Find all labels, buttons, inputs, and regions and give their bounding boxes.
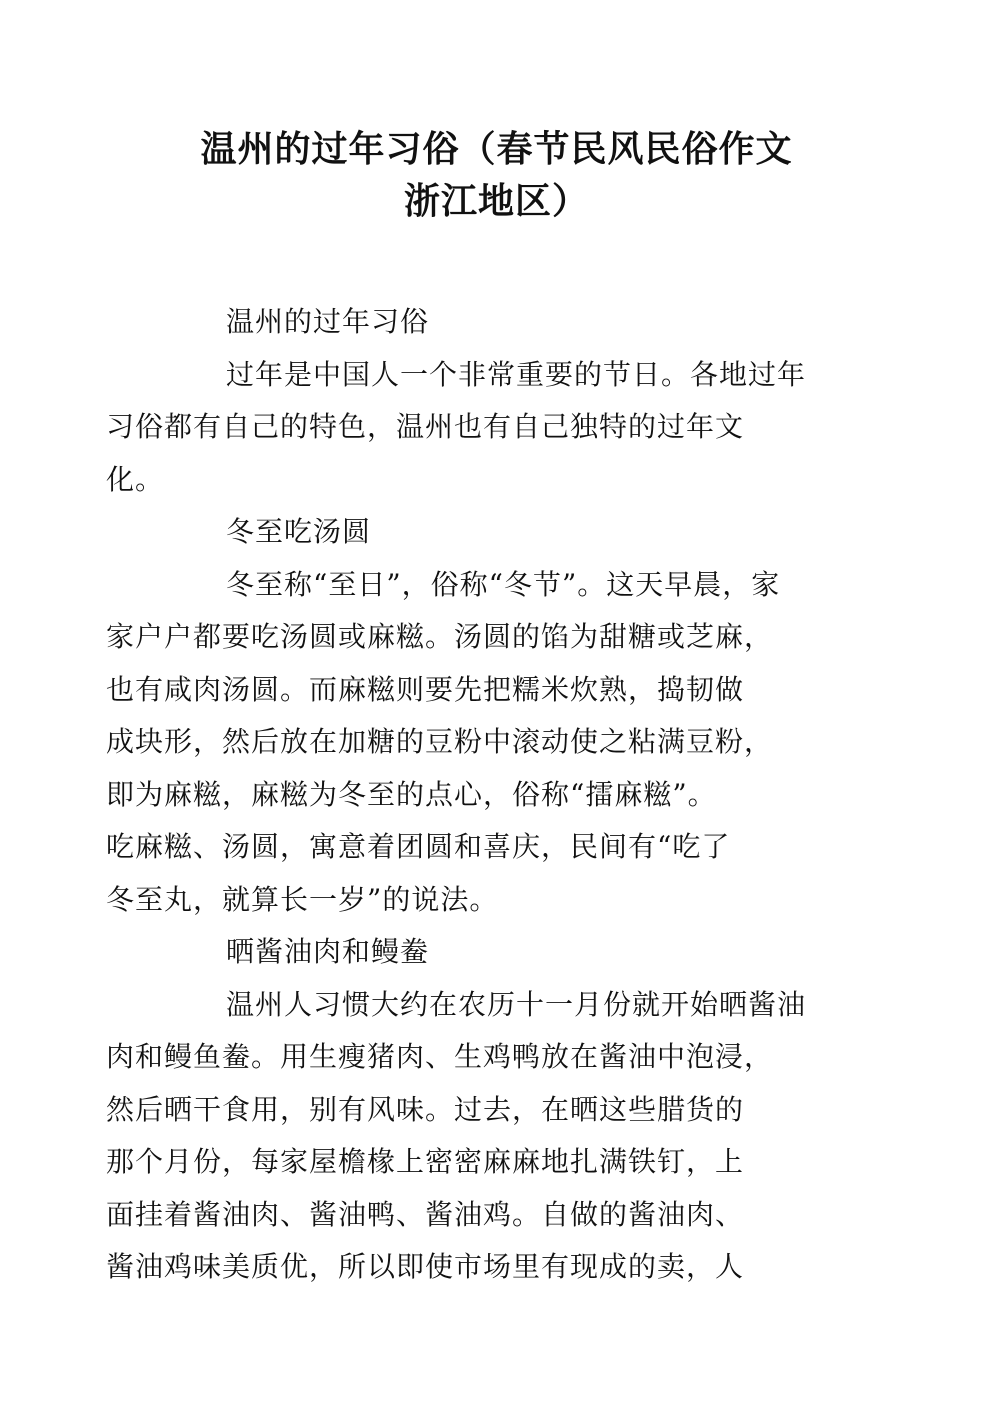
text-line: 也有咸肉汤圆。而麻糍则要先把糯米炊熟，捣韧做 <box>106 672 745 706</box>
text-line: 家户户都要吃汤圆或麻糍。汤圆的馅为甜糖或芝麻， <box>106 620 774 653</box>
text-line: 过年是中国人一个非常重要的节日。各地过年 <box>226 357 807 391</box>
document-body <box>106 296 830 1294</box>
text-line: 化。 <box>106 462 165 496</box>
section-heading <box>166 926 830 979</box>
text-line: 习俗都有自己的特色，温州也有自己独特的过年文 <box>106 410 745 443</box>
text-line: 即为麻糍，麻糍为冬至的点心，俗称“擂麻糍”。 <box>106 777 717 811</box>
paragraph <box>106 349 830 507</box>
text-line: 成块形，然后放在加糖的豆粉中滚动使之粘满豆粉， <box>106 725 774 758</box>
document-title-line-2: 浙江地区） <box>403 181 589 222</box>
text-line: 酱油鸡味美质优，所以即使市场里有现成的卖，人 <box>106 1250 745 1283</box>
text-line: 晒酱油肉和鳗鲞 <box>226 935 430 968</box>
text-line: 然后晒干食用，别有风味。过去，在晒这些腊货的 <box>106 1092 745 1126</box>
text-line: 冬至吃汤圆 <box>226 515 372 548</box>
text-line: 面挂着酱油肉、酱油鸭、酱油鸡。自做的酱油肉、 <box>106 1197 745 1231</box>
text-line: 吃麻糍、汤圆，寓意着团圆和喜庆，民间有“吃了 <box>106 830 731 863</box>
text-line: 冬至称“至日”，俗称“冬节”。这天早晨，家 <box>226 567 781 601</box>
text-line: 温州的过年习俗 <box>226 305 430 338</box>
paragraph <box>106 559 830 927</box>
text-line: 肉和鳗鱼鲞。用生瘦猪肉、生鸡鸭放在酱油中泡浸， <box>106 1040 774 1073</box>
text-line: 那个月份，每家屋檐椽上密密麻麻地扎满铁钉，上 <box>106 1145 745 1178</box>
text-line: 冬至丸，就算长一岁”的说法。 <box>106 882 499 916</box>
paragraph <box>106 979 830 1294</box>
text-line: 温州人习惯大约在农历十一月份就开始晒酱油 <box>226 987 807 1021</box>
section-heading <box>166 296 830 349</box>
section-heading <box>166 506 830 559</box>
document-title-line-1: 温州的过年习俗（春节民风民俗作文 <box>200 129 793 170</box>
